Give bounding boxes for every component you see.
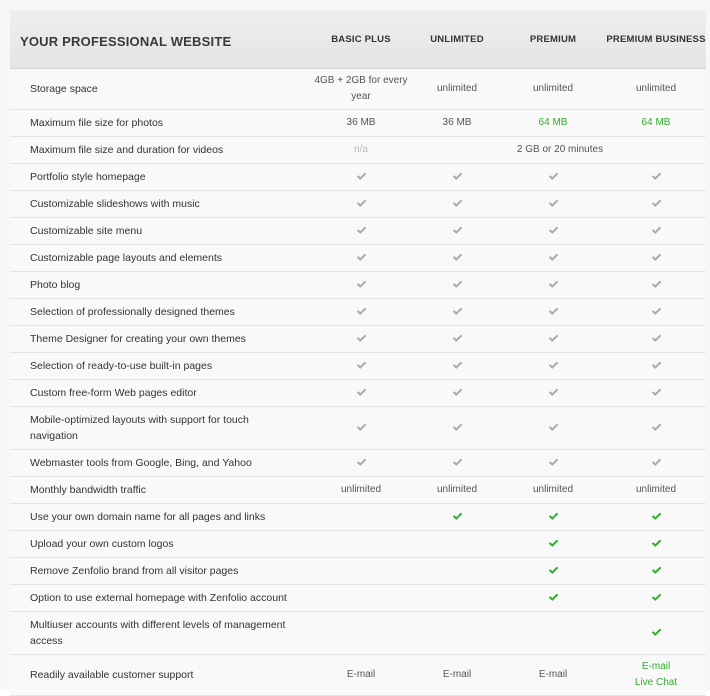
table-row [10, 218, 706, 245]
plan-cell [308, 482, 414, 498]
checkmark-icon [651, 566, 662, 575]
feature-label: Readily available customer support [30, 669, 194, 681]
table-body [10, 69, 706, 696]
plan-cell [500, 196, 606, 212]
feature-label: Mobile-optimized layouts with support for touch navigation [30, 414, 249, 442]
checkmark-icon [452, 307, 463, 316]
plan-cell [414, 331, 500, 347]
table-row [10, 477, 706, 504]
plan-cell [500, 81, 606, 97]
table-row [10, 353, 706, 380]
plan-cell [414, 304, 500, 320]
feature-label: Multiuser accounts with different levels of management access [30, 619, 286, 647]
checkmark-icon [356, 458, 367, 467]
cell-value: unlimited [635, 484, 677, 495]
plan-cell [606, 223, 706, 239]
plan-cell [500, 385, 606, 401]
feature-label: Use your own domain name for all pages and links [30, 511, 266, 523]
checkmark-icon [452, 199, 463, 208]
checkmark-icon [356, 423, 367, 432]
table-row [10, 69, 706, 110]
plan-cell [308, 277, 414, 293]
checkmark-icon [548, 512, 559, 521]
checkmark-icon [651, 458, 662, 467]
plan-cell [308, 420, 414, 436]
feature-label: Customizable page layouts and elements [30, 252, 223, 264]
checkmark-icon [452, 253, 463, 262]
table-row [10, 450, 706, 477]
checkmark-icon [651, 512, 662, 521]
checkmark-icon [356, 226, 367, 235]
table-row [10, 407, 706, 450]
table-row [10, 504, 706, 531]
checkmark-icon [452, 172, 463, 181]
plan-cell [500, 482, 606, 498]
plan-cell [606, 509, 706, 525]
plan-cell [414, 455, 500, 471]
checkmark-icon [356, 334, 367, 343]
checkmark-icon [548, 539, 559, 548]
checkmark-icon [651, 361, 662, 370]
plan-cell [500, 277, 606, 293]
feature-label: Remove Zenfolio brand from all visitor pages [30, 565, 239, 577]
cell-value: unlimited [436, 484, 478, 495]
plan-cell [500, 115, 606, 131]
table-row [10, 272, 706, 299]
checkmark-icon [452, 280, 463, 289]
plan-cell [606, 625, 706, 641]
feature-label: Customizable site menu [30, 225, 143, 237]
cell-value: unlimited [635, 83, 677, 94]
checkmark-icon [548, 458, 559, 467]
cell-value: 64 MB [641, 117, 671, 128]
plan-cell [606, 358, 706, 374]
cell-value: 36 MB [346, 117, 376, 128]
plan-cell [500, 590, 606, 606]
plan-cell [500, 304, 606, 320]
table-title: YOUR PROFESSIONAL WEBSITE [20, 33, 232, 49]
plan-cell [414, 81, 500, 97]
table-row [10, 326, 706, 353]
plan-cell [606, 536, 706, 552]
plan-cell [308, 142, 414, 158]
cell-value: 2 GB or 20 minutes [516, 144, 604, 155]
cell-value: unlimited [436, 83, 478, 94]
plan-cell [500, 455, 606, 471]
checkmark-icon [548, 226, 559, 235]
checkmark-icon [356, 307, 367, 316]
plan-cell [500, 331, 606, 347]
plan-cell [414, 223, 500, 239]
feature-label: Option to use external homepage with Zenfolio account [30, 592, 287, 604]
checkmark-icon [548, 361, 559, 370]
plan-cell [606, 81, 706, 97]
cell-value: n/a [354, 144, 368, 155]
plan-cell [606, 659, 706, 691]
table-row [10, 612, 706, 655]
table-row [10, 137, 706, 164]
plan-cell [414, 509, 500, 525]
checkmark-icon [548, 593, 559, 602]
checkmark-icon [651, 539, 662, 548]
cell-value: unlimited [532, 83, 574, 94]
table-row [10, 531, 706, 558]
table-row [10, 245, 706, 272]
feature-label: Monthly bandwidth traffic [30, 484, 146, 496]
checkmark-icon [452, 458, 463, 467]
plan-cell [606, 277, 706, 293]
plan-cell [606, 590, 706, 606]
cell-value: unlimited [532, 484, 574, 495]
checkmark-icon [548, 172, 559, 181]
plan-cell [500, 563, 606, 579]
plan-cell [606, 331, 706, 347]
plan-cell [606, 169, 706, 185]
checkmark-icon [452, 334, 463, 343]
checkmark-icon [548, 423, 559, 432]
plan-cell [606, 563, 706, 579]
checkmark-icon [356, 280, 367, 289]
checkmark-icon [651, 628, 662, 637]
plan-cell [414, 358, 500, 374]
plan-cell [606, 455, 706, 471]
plan-cell [500, 223, 606, 239]
plan-cell [414, 142, 706, 158]
table-row [10, 380, 706, 407]
feature-label: Portfolio style homepage [30, 171, 146, 183]
checkmark-icon [452, 226, 463, 235]
plan-cell [308, 115, 414, 131]
plan-cell [500, 420, 606, 436]
cell-value: unlimited [340, 484, 382, 495]
plan-cell [414, 385, 500, 401]
feature-label: Maximum file size for photos [30, 117, 164, 129]
checkmark-icon [548, 566, 559, 575]
plan-cell [606, 304, 706, 320]
checkmark-icon [356, 172, 367, 181]
plan-cell [606, 196, 706, 212]
table-row [10, 191, 706, 218]
checkmark-icon [356, 361, 367, 370]
plan-cell [308, 455, 414, 471]
plan-cell [414, 115, 500, 131]
cell-value: Live Chat [634, 677, 678, 688]
feature-label: Selection of professionally designed themes [30, 306, 235, 318]
plan-header-basic-plus: BASIC PLUS [331, 33, 391, 45]
plan-cell [414, 277, 500, 293]
plan-cell [308, 169, 414, 185]
plan-cell [308, 73, 414, 105]
plan-cell [606, 115, 706, 131]
table-row [10, 585, 706, 612]
cell-value: E-mail [346, 669, 376, 680]
plan-cell [606, 250, 706, 266]
plan-header-premium-business: PREMIUM BUSINESS [606, 33, 706, 45]
plan-cell [414, 420, 500, 436]
feature-label: Maximum file size and duration for videos [30, 144, 224, 156]
checkmark-icon [651, 593, 662, 602]
feature-label: Upload your own custom logos [30, 538, 174, 550]
checkmark-icon [452, 423, 463, 432]
cell-value: 4GB + 2GB for every year [314, 75, 408, 102]
plan-cell [308, 304, 414, 320]
checkmark-icon [651, 199, 662, 208]
checkmark-icon [651, 334, 662, 343]
plan-cell [500, 667, 606, 683]
plan-cell [606, 385, 706, 401]
plan-cell [414, 482, 500, 498]
table-row [10, 299, 706, 326]
plan-cell [414, 250, 500, 266]
plan-cell [606, 420, 706, 436]
plan-cell [606, 482, 706, 498]
checkmark-icon [356, 253, 367, 262]
cell-value: 36 MB [442, 117, 472, 128]
plan-cell [308, 331, 414, 347]
feature-label: Webmaster tools from Google, Bing, and Yahoo [30, 457, 252, 469]
checkmark-icon [651, 423, 662, 432]
plan-cell [414, 169, 500, 185]
cell-value: E-mail [641, 661, 671, 672]
plan-cell [308, 667, 414, 683]
feature-label: Customizable slideshows with music [30, 198, 200, 210]
plan-cell [500, 358, 606, 374]
plan-cell [308, 250, 414, 266]
plan-cell [414, 667, 500, 683]
checkmark-icon [548, 280, 559, 289]
feature-label: Storage space [30, 83, 98, 95]
table-row [10, 110, 706, 137]
checkmark-icon [651, 226, 662, 235]
feature-label: Selection of ready-to-use built-in pages [30, 360, 213, 372]
checkmark-icon [651, 172, 662, 181]
plan-cell [414, 196, 500, 212]
cell-value: E-mail [538, 669, 568, 680]
checkmark-icon [548, 199, 559, 208]
checkmark-icon [356, 388, 367, 397]
checkmark-icon [548, 307, 559, 316]
checkmark-icon [452, 361, 463, 370]
table-row [10, 558, 706, 585]
plan-cell [308, 196, 414, 212]
plan-cell [308, 385, 414, 401]
plan-cell [500, 250, 606, 266]
feature-label: Photo blog [30, 279, 81, 291]
table-header [10, 10, 706, 69]
plan-cell [500, 509, 606, 525]
checkmark-icon [452, 388, 463, 397]
checkmark-icon [356, 199, 367, 208]
checkmark-icon [548, 388, 559, 397]
cell-value: 64 MB [538, 117, 568, 128]
pricing-comparison-table [10, 10, 706, 696]
cell-value: E-mail [442, 669, 472, 680]
plan-cell [500, 536, 606, 552]
plan-header-unlimited: UNLIMITED [430, 33, 484, 45]
checkmark-icon [548, 334, 559, 343]
feature-label: Custom free-form Web pages editor [30, 387, 197, 399]
plan-cell [500, 169, 606, 185]
checkmark-icon [651, 253, 662, 262]
checkmark-icon [651, 280, 662, 289]
checkmark-icon [452, 512, 463, 521]
table-row [10, 164, 706, 191]
plan-cell [308, 358, 414, 374]
checkmark-icon [548, 253, 559, 262]
plan-header-premium: PREMIUM [529, 33, 577, 45]
checkmark-icon [651, 388, 662, 397]
plan-cell [308, 223, 414, 239]
feature-label: Theme Designer for creating your own themes [30, 333, 246, 345]
checkmark-icon [651, 307, 662, 316]
